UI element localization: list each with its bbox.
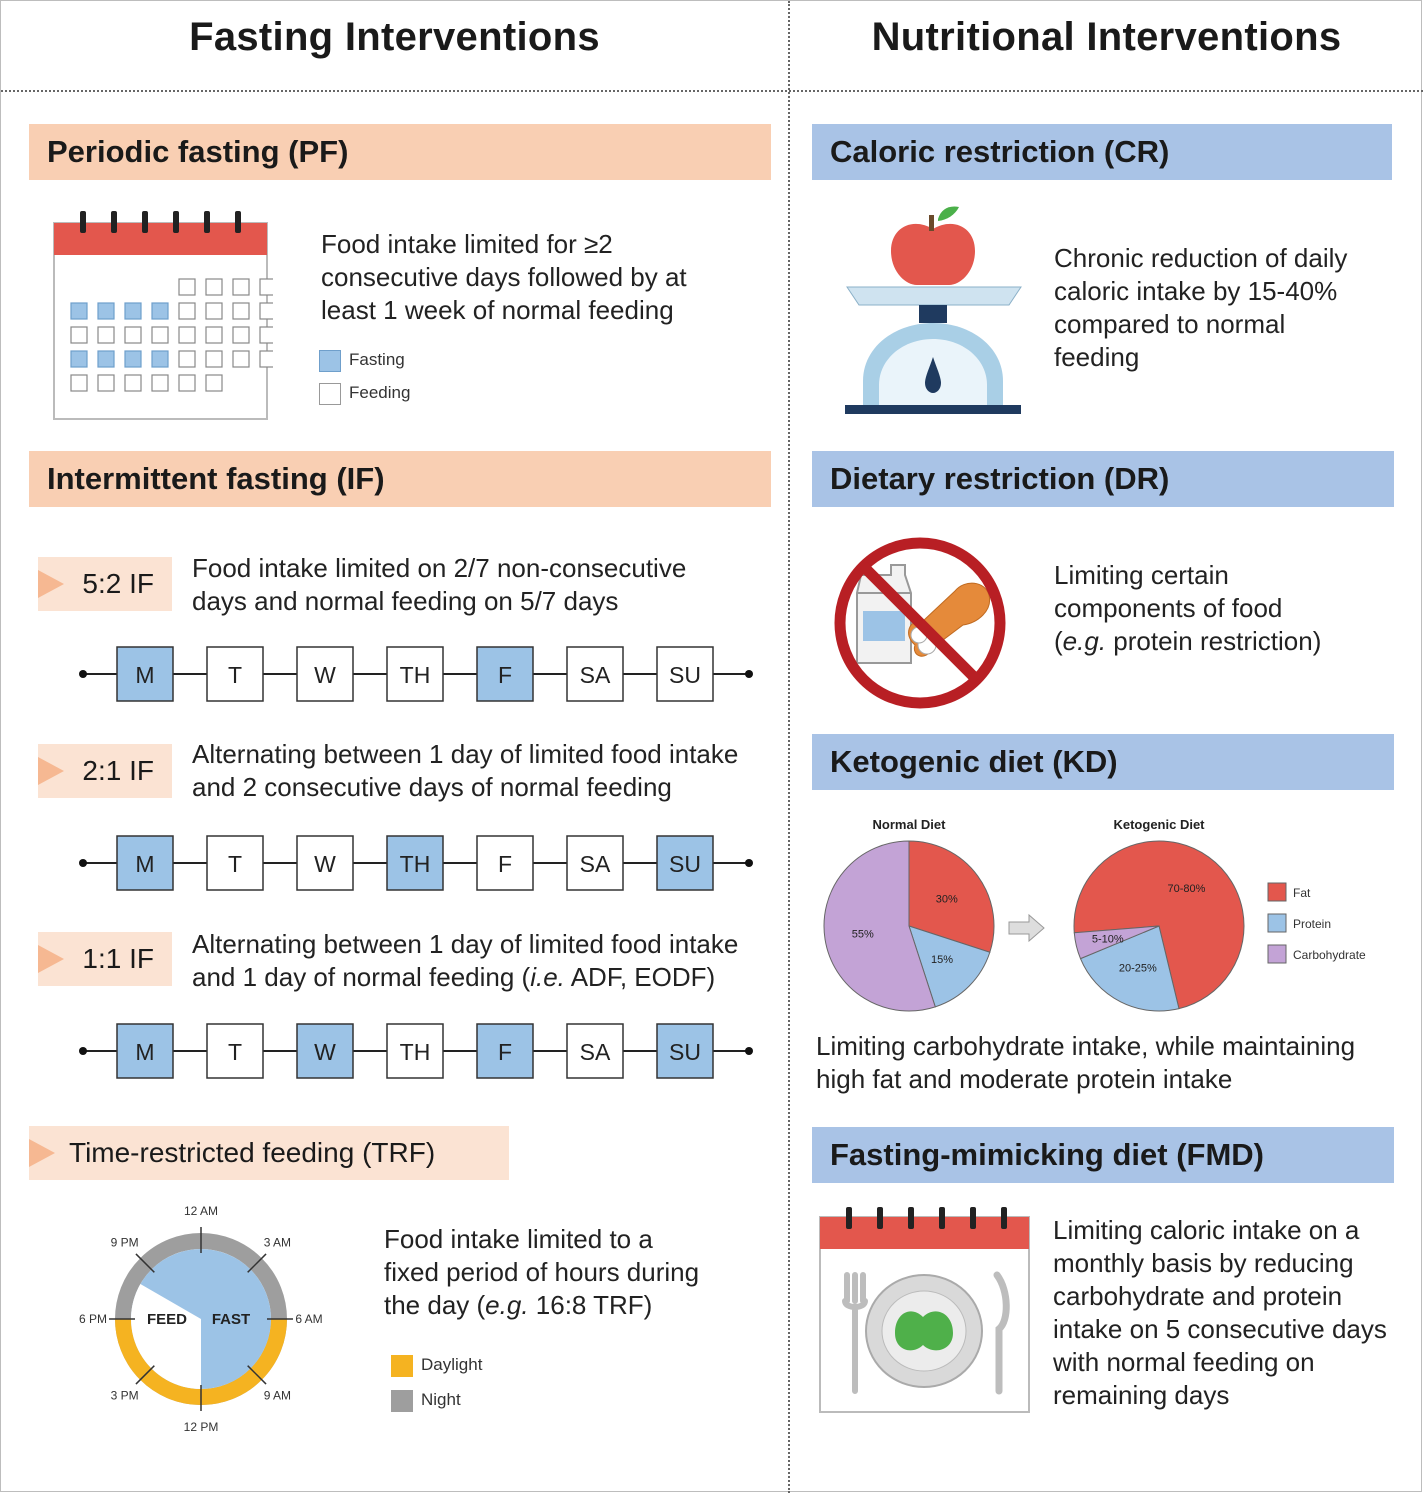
kd-header: Ketogenic diet (KD) xyxy=(812,734,1394,790)
day-label: T xyxy=(227,851,243,877)
legend-label: Fat xyxy=(1293,886,1311,900)
dr-line3b: protein restriction) xyxy=(1106,626,1322,656)
cr-header: Caloric restriction (CR) xyxy=(812,124,1392,180)
trf-line3 xyxy=(384,1289,754,1322)
legend-feeding-swatch xyxy=(319,383,341,405)
day-label: TH xyxy=(399,851,431,877)
pie-title: Normal Diet xyxy=(872,817,946,832)
feeding-day-cell xyxy=(179,375,195,391)
legend-fasting-swatch xyxy=(319,350,341,372)
fasting-day-cell xyxy=(98,303,114,319)
week-timeline-2-1 xyxy=(73,832,763,894)
feeding-day-cell xyxy=(233,303,249,319)
ring xyxy=(970,1207,976,1229)
fasting-day-cell xyxy=(98,351,114,367)
fasting-interventions-title: Fasting Interventions xyxy=(189,15,600,59)
scale-apple-icon xyxy=(841,201,1027,419)
trf-line3b: 16:8 TRF) xyxy=(528,1290,653,1320)
day-label: W xyxy=(314,851,336,877)
day-label: F xyxy=(497,662,513,688)
tag-2-1-if xyxy=(38,744,172,798)
feeding-day-cell xyxy=(233,351,249,367)
timeline-start-dot xyxy=(79,670,87,678)
dr-line2: components of food xyxy=(1054,593,1283,623)
day-label: SA xyxy=(579,1039,611,1065)
day-label: W xyxy=(314,1039,336,1065)
arrow-right-icon xyxy=(1009,915,1044,941)
clock-hour-label: 12 PM xyxy=(183,1420,219,1434)
feeding-day-cell xyxy=(206,279,222,295)
feeding-day-cell xyxy=(233,279,249,295)
feeding-day-cell xyxy=(125,375,141,391)
clock-hour-label: 6 PM xyxy=(78,1312,108,1326)
feed-label: FEED xyxy=(146,1311,188,1328)
day-label: W xyxy=(314,662,336,688)
feeding-day-cell xyxy=(233,327,249,343)
legend-swatch-carbohydrate xyxy=(1268,945,1286,963)
tag-arrow-icon xyxy=(29,1139,55,1167)
feeding-day-cell xyxy=(98,375,114,391)
tag-1-1-label: 1:1 IF xyxy=(82,943,154,974)
feeding-day-cell xyxy=(260,303,273,319)
day-label: SA xyxy=(579,851,611,877)
clock-hour-label: 9 PM xyxy=(110,1235,139,1250)
feeding-day-cell xyxy=(206,327,222,343)
ring xyxy=(235,211,241,233)
pie-slice-label: 55% xyxy=(851,928,874,941)
pie-slice-label: 20-25% xyxy=(1118,962,1157,975)
day-label: F xyxy=(497,851,513,877)
tag-5-2-if xyxy=(38,557,172,611)
trf-title: Time-restricted feeding (TRF) xyxy=(69,1137,436,1168)
day-label: TH xyxy=(399,1039,431,1065)
pie-slice-label: 15% xyxy=(931,954,954,967)
if-header: Intermittent fasting (IF) xyxy=(29,451,771,507)
ketogenic-pie-charts xyxy=(816,809,1396,1021)
tag-5-2-label: 5:2 IF xyxy=(82,568,154,599)
no-milk-chicken-icon xyxy=(827,535,1013,711)
tag-1-1-if xyxy=(38,932,172,986)
feeding-day-cell xyxy=(206,303,222,319)
legend-feeding-label: Feeding xyxy=(349,383,411,402)
trf-line3a: the day ( xyxy=(384,1290,486,1320)
legend-feeding xyxy=(319,381,410,405)
pie-slice-label: 70-80% xyxy=(1167,883,1206,896)
fasting-day-cell xyxy=(71,303,87,319)
feeding-day-cell xyxy=(179,279,195,295)
fasting-day-cell xyxy=(125,351,141,367)
timeline-start-dot xyxy=(79,859,87,867)
ring xyxy=(908,1207,914,1229)
ring xyxy=(846,1207,852,1229)
trf-line1: Food intake limited to a xyxy=(384,1224,653,1254)
week-timeline-5-2 xyxy=(73,643,763,705)
day-label: T xyxy=(227,1039,243,1065)
clock-hour-label: 3 AM xyxy=(263,1235,292,1250)
legend-daylight-swatch xyxy=(391,1355,413,1377)
feeding-day-cell xyxy=(71,375,87,391)
fmd-header: Fasting-mimicking diet (FMD) xyxy=(812,1127,1394,1183)
nutritional-interventions-title: Nutritional Interventions xyxy=(871,15,1342,59)
feeding-day-cell xyxy=(260,327,273,343)
fast-label: FAST xyxy=(211,1311,251,1328)
feeding-day-cell xyxy=(152,327,168,343)
ring xyxy=(142,211,148,233)
feeding-day-cell xyxy=(206,375,222,391)
if-2-1-line1: Alternating between 1 day of limited food intake xyxy=(192,739,739,769)
if-2-1-description xyxy=(192,738,738,804)
feeding-day-cell xyxy=(206,351,222,367)
feeding-day-cell xyxy=(179,303,195,319)
day-label: M xyxy=(135,851,155,877)
day-label: SU xyxy=(669,1039,701,1065)
legend-night-swatch xyxy=(391,1390,413,1412)
dr-line1: Limiting certain xyxy=(1054,560,1229,590)
ring xyxy=(204,211,210,233)
legend-swatch-protein xyxy=(1268,914,1286,932)
if-1-1-line2b: ADF, EODF) xyxy=(564,962,716,992)
if-1-1-description xyxy=(192,928,738,994)
dr-description xyxy=(1054,559,1374,658)
dr-header: Dietary restriction (DR) xyxy=(812,451,1394,507)
fasting-day-cell xyxy=(125,303,141,319)
calendar-icon xyxy=(49,209,273,423)
calendar-plate-icon xyxy=(815,1205,1035,1415)
trf-eg: e.g. xyxy=(485,1290,529,1320)
day-label: SU xyxy=(669,662,701,688)
legend-fasting xyxy=(319,348,405,372)
legend-swatch-fat xyxy=(1268,883,1286,901)
clock-hour-label: 3 PM xyxy=(110,1388,139,1403)
legend-daylight-label: Daylight xyxy=(421,1355,483,1374)
ring xyxy=(939,1207,945,1229)
week-timeline-1-1 xyxy=(73,1020,763,1082)
fasting-day-cell xyxy=(152,351,168,367)
tag-arrow-icon xyxy=(38,757,64,785)
feeding-day-cell xyxy=(260,351,273,367)
clock-hour-label: 6 AM xyxy=(295,1312,323,1326)
day-label: F xyxy=(497,1039,513,1065)
legend-daylight xyxy=(391,1353,482,1377)
feeding-day-cell xyxy=(179,327,195,343)
pie-title: Ketogenic Diet xyxy=(1113,817,1205,832)
if-5-2-line1: Food intake limited on 2/7 non-consecutive xyxy=(192,553,687,583)
trf-header xyxy=(29,1126,509,1180)
fmd-description: Limiting caloric intake on a monthly basis by reducing carbohydrate and protein intake on 5 consecutive days with normal feeding on remaining days xyxy=(1053,1215,1387,1410)
tag-arrow-icon xyxy=(38,570,64,598)
if-5-2-line2: days and normal feeding on 5/7 days xyxy=(192,586,619,616)
pf-header: Periodic fasting (PF) xyxy=(29,124,771,180)
clock-icon xyxy=(51,1197,351,1441)
dr-line3 xyxy=(1054,625,1374,658)
if-1-1-line2 xyxy=(192,961,738,994)
pie-slice-label: 5-10% xyxy=(1091,933,1124,946)
timeline-end-dot xyxy=(745,670,753,678)
header-divider xyxy=(1,90,1423,92)
day-label: T xyxy=(227,662,243,688)
fasting-day-cell xyxy=(152,303,168,319)
column-divider xyxy=(788,1,790,1493)
pie-slice-label: 30% xyxy=(935,893,958,906)
day-label: M xyxy=(135,662,155,688)
ring xyxy=(877,1207,883,1229)
feeding-day-cell xyxy=(71,327,87,343)
if-5-2-description xyxy=(192,552,686,618)
timeline-end-dot xyxy=(745,859,753,867)
if-2-1-line2: and 2 consecutive days of normal feeding xyxy=(192,772,672,802)
day-label: M xyxy=(135,1039,155,1065)
legend-night xyxy=(391,1388,461,1412)
day-label: SU xyxy=(669,851,701,877)
if-1-1-line1: Alternating between 1 day of limited food intake xyxy=(192,929,739,959)
timeline-end-dot xyxy=(745,1047,753,1055)
trf-description xyxy=(384,1223,754,1322)
ring xyxy=(80,211,86,233)
legend-fasting-label: Fasting xyxy=(349,350,405,369)
if-1-1-ie: i.e. xyxy=(530,962,565,992)
feeding-day-cell xyxy=(260,279,273,295)
ring xyxy=(173,211,179,233)
ring xyxy=(1001,1207,1007,1229)
feeding-day-cell xyxy=(125,327,141,343)
pf-description: Food intake limited for ≥2 consecutive days followed by at least 1 week of normal feeding xyxy=(321,229,687,325)
day-label: TH xyxy=(399,662,431,688)
feeding-day-cell xyxy=(179,351,195,367)
fasting-day-cell xyxy=(71,351,87,367)
legend-label: Carbohydrate xyxy=(1293,948,1366,962)
trf-line2: fixed period of hours during xyxy=(384,1257,700,1287)
clock-hour-label: 12 AM xyxy=(183,1204,219,1218)
tag-arrow-icon xyxy=(38,945,64,973)
day-label: SA xyxy=(579,662,611,688)
tag-2-1-label: 2:1 IF xyxy=(82,755,154,786)
timeline-start-dot xyxy=(79,1047,87,1055)
dr-eg: e.g. xyxy=(1062,626,1107,656)
cr-description: Chronic reduction of daily caloric intake by 15-40% compared to normal feeding xyxy=(1054,243,1348,372)
feeding-day-cell xyxy=(152,375,168,391)
if-1-1-line2a: and 1 day of normal feeding ( xyxy=(192,962,531,992)
ring xyxy=(111,211,117,233)
feeding-day-cell xyxy=(98,327,114,343)
legend-label: Protein xyxy=(1293,917,1332,931)
dr-line3a: ( xyxy=(1054,626,1063,656)
clock-hour-label: 9 AM xyxy=(263,1388,292,1403)
kd-description: Limiting carbohydrate intake, while maintaining high fat and moderate protein intake xyxy=(816,1031,1356,1094)
legend-night-label: Night xyxy=(421,1390,461,1409)
